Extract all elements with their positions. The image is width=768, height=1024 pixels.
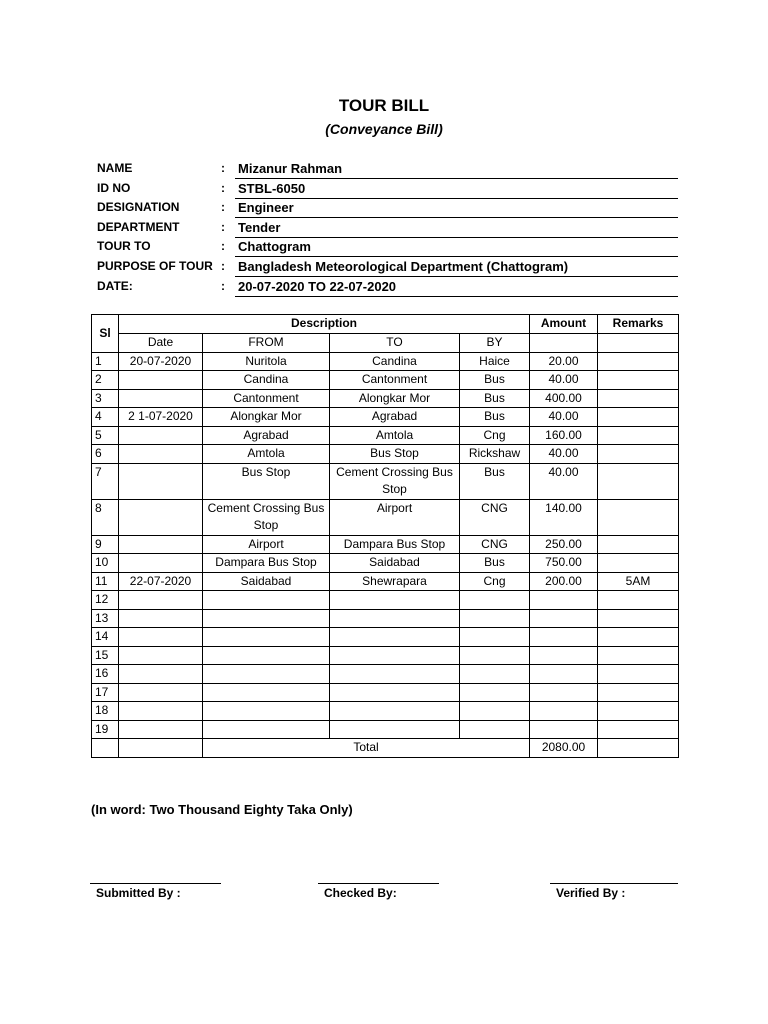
info-label: ID NO (97, 180, 131, 195)
remarks-cell (598, 352, 679, 371)
remarks-cell (598, 535, 679, 554)
amount-cell: 140.00 (530, 499, 598, 535)
amount-cell (530, 683, 598, 702)
to-cell (330, 702, 460, 721)
date-cell (119, 702, 203, 721)
signature-line (318, 883, 439, 884)
sl-cell: 19 (92, 720, 119, 739)
info-label: DESIGNATION (97, 200, 180, 215)
table-row (92, 535, 679, 554)
sl-cell: 1 (92, 352, 119, 371)
info-row (97, 199, 678, 219)
from-cell: Nuritola (203, 352, 330, 371)
header-sl: Sl (92, 315, 119, 353)
info-colon: : (221, 219, 225, 234)
sl-cell: 10 (92, 554, 119, 573)
header-date: Date (119, 334, 203, 353)
info-value: Mizanur Rahman (235, 160, 678, 179)
table-row (92, 646, 679, 665)
info-value: Engineer (235, 199, 678, 218)
from-cell (203, 609, 330, 628)
sl-cell: 13 (92, 609, 119, 628)
by-cell: Bus (460, 463, 530, 499)
header-amount: Amount (530, 315, 598, 334)
table-row (92, 499, 679, 535)
info-value: Bangladesh Meteorological Department (Chattogram) (235, 258, 678, 277)
info-value: Tender (235, 219, 678, 238)
info-colon: : (221, 258, 225, 273)
info-colon: : (221, 161, 225, 175)
header-by: BY (460, 334, 530, 353)
checked-by-label: Checked By: (324, 886, 397, 900)
remarks-cell (598, 609, 679, 628)
from-cell: Dampara Bus Stop (203, 554, 330, 573)
sl-cell: 17 (92, 683, 119, 702)
by-cell: Haice (460, 352, 530, 371)
remarks-cell (598, 628, 679, 647)
to-cell (330, 665, 460, 684)
to-cell (330, 720, 460, 739)
info-row (97, 219, 678, 239)
verified-by-signature (550, 883, 678, 900)
table-row (92, 702, 679, 721)
date-cell (119, 371, 203, 390)
date-cell (119, 665, 203, 684)
date-cell: 22-07-2020 (119, 572, 203, 591)
date-cell (119, 426, 203, 445)
amount-cell: 40.00 (530, 408, 598, 427)
amount-cell (530, 720, 598, 739)
date-cell (119, 554, 203, 573)
by-cell: Bus (460, 554, 530, 573)
amount-cell (530, 646, 598, 665)
total-label: Total (203, 739, 530, 758)
from-cell: Cantonment (203, 389, 330, 408)
remarks-cell (598, 371, 679, 390)
checked-by-signature (318, 883, 439, 900)
table-row (92, 720, 679, 739)
info-label: DATE: (97, 278, 133, 293)
info-row (97, 180, 678, 200)
from-cell (203, 628, 330, 647)
remarks-cell (598, 665, 679, 684)
from-cell (203, 702, 330, 721)
from-cell: Agrabad (203, 426, 330, 445)
by-cell (460, 628, 530, 647)
date-cell: 20-07-2020 (119, 352, 203, 371)
total-amount: 2080.00 (530, 739, 598, 758)
by-cell: CNG (460, 499, 530, 535)
amount-cell: 160.00 (530, 426, 598, 445)
header-from: FROM (203, 334, 330, 353)
page-title: TOUR BILL (338, 96, 430, 115)
table-row (92, 609, 679, 628)
remarks-cell (598, 702, 679, 721)
header-remarks-blank (598, 334, 679, 353)
sl-cell: 14 (92, 628, 119, 647)
date-cell (119, 646, 203, 665)
to-cell (330, 628, 460, 647)
remarks-cell (598, 463, 679, 499)
table-row (92, 426, 679, 445)
table-row (92, 572, 679, 591)
sl-cell: 16 (92, 665, 119, 684)
remarks-cell: 5AM (598, 572, 679, 591)
info-row (97, 258, 678, 278)
date-cell (119, 591, 203, 610)
remarks-cell (598, 499, 679, 535)
to-cell: Amtola (330, 426, 460, 445)
amount-cell: 40.00 (530, 371, 598, 390)
to-cell (330, 591, 460, 610)
date-cell (119, 628, 203, 647)
date-cell (119, 445, 203, 464)
sl-cell: 2 (92, 371, 119, 390)
amount-cell: 40.00 (530, 445, 598, 464)
info-row (97, 160, 678, 180)
remarks-cell (598, 646, 679, 665)
to-cell (330, 683, 460, 702)
amount-cell: 400.00 (530, 389, 598, 408)
info-label: NAME (97, 161, 133, 175)
table-row (92, 445, 679, 464)
by-cell: Bus (460, 389, 530, 408)
by-cell (460, 702, 530, 721)
table-row (92, 683, 679, 702)
to-cell: Cement Crossing Bus Stop (330, 463, 460, 499)
to-cell: Agrabad (330, 408, 460, 427)
header-description: Description (119, 315, 530, 334)
from-cell: Bus Stop (203, 463, 330, 499)
from-cell (203, 683, 330, 702)
table-body (92, 352, 679, 739)
info-colon: : (221, 180, 225, 195)
from-cell (203, 665, 330, 684)
date-cell (119, 720, 203, 739)
amount-cell (530, 665, 598, 684)
table-row (92, 665, 679, 684)
amount-cell (530, 702, 598, 721)
by-cell: Rickshaw (460, 445, 530, 464)
table-row (92, 389, 679, 408)
amount-cell: 20.00 (530, 352, 598, 371)
table-row (92, 554, 679, 573)
submitted-by-signature (90, 883, 221, 900)
signature-line (550, 883, 678, 884)
page-subtitle: (Conveyance Bill) (325, 121, 443, 137)
from-cell (203, 720, 330, 739)
date-cell (119, 499, 203, 535)
info-value: Chattogram (235, 238, 678, 257)
info-label: TOUR TO (97, 239, 151, 254)
remarks-cell (598, 720, 679, 739)
amount-cell: 40.00 (530, 463, 598, 499)
remarks-cell (598, 408, 679, 427)
sl-cell: 6 (92, 445, 119, 464)
by-cell: CNG (460, 535, 530, 554)
by-cell: Cng (460, 572, 530, 591)
remarks-cell (598, 591, 679, 610)
to-cell: Saidabad (330, 554, 460, 573)
header-remarks: Remarks (598, 315, 679, 334)
info-value: STBL-6050 (235, 180, 678, 199)
table-row (92, 628, 679, 647)
by-cell: Cng (460, 426, 530, 445)
info-row (97, 278, 678, 298)
from-cell (203, 591, 330, 610)
sl-cell: 3 (92, 389, 119, 408)
date-cell (119, 683, 203, 702)
date-cell (119, 389, 203, 408)
by-cell (460, 646, 530, 665)
by-cell (460, 683, 530, 702)
by-cell (460, 720, 530, 739)
from-cell (203, 646, 330, 665)
remarks-cell (598, 554, 679, 573)
remarks-cell (598, 445, 679, 464)
info-colon: : (221, 278, 225, 293)
to-cell: Dampara Bus Stop (330, 535, 460, 554)
to-cell: Cantonment (330, 371, 460, 390)
table-row (92, 408, 679, 427)
sl-cell: 15 (92, 646, 119, 665)
from-cell: Candina (203, 371, 330, 390)
sl-cell: 4 (92, 408, 119, 427)
info-label: DEPARTMENT (97, 219, 180, 234)
info-colon: : (221, 200, 225, 215)
by-cell (460, 591, 530, 610)
from-cell: Amtola (203, 445, 330, 464)
date-cell (119, 609, 203, 628)
by-cell: Bus (460, 371, 530, 390)
total-blank-sl (92, 739, 119, 758)
info-colon: : (221, 239, 225, 254)
to-cell (330, 609, 460, 628)
to-cell: Airport (330, 499, 460, 535)
info-label: PURPOSE OF TOUR (97, 258, 213, 273)
by-cell (460, 609, 530, 628)
amount-cell: 250.00 (530, 535, 598, 554)
remarks-cell (598, 683, 679, 702)
header-to: TO (330, 334, 460, 353)
amount-cell (530, 591, 598, 610)
date-cell (119, 463, 203, 499)
sl-cell: 18 (92, 702, 119, 721)
to-cell (330, 646, 460, 665)
submitted-by-label: Submitted By : (96, 886, 181, 900)
info-value: 20-07-2020 TO 22-07-2020 (235, 278, 678, 297)
conveyance-table (91, 314, 679, 758)
sl-cell: 11 (92, 572, 119, 591)
by-cell (460, 665, 530, 684)
amount-cell: 750.00 (530, 554, 598, 573)
by-cell: Bus (460, 408, 530, 427)
total-blank-remarks (598, 739, 679, 758)
to-cell: Candina (330, 352, 460, 371)
from-cell: Cement Crossing Bus Stop (203, 499, 330, 535)
table-row (92, 591, 679, 610)
to-cell: Shewrapara (330, 572, 460, 591)
employee-info (97, 160, 678, 297)
sl-cell: 5 (92, 426, 119, 445)
table-row (92, 352, 679, 371)
header-amount-blank (530, 334, 598, 353)
from-cell: Airport (203, 535, 330, 554)
table-row (92, 371, 679, 390)
signature-line (90, 883, 221, 884)
total-blank-date (119, 739, 203, 758)
sl-cell: 8 (92, 499, 119, 535)
date-cell: 2 1-07-2020 (119, 408, 203, 427)
sl-cell: 9 (92, 535, 119, 554)
table-row (92, 463, 679, 499)
amount-in-words: (In word: Two Thousand Eighty Taka Only) (91, 802, 353, 817)
from-cell: Saidabad (203, 572, 330, 591)
amount-cell (530, 609, 598, 628)
remarks-cell (598, 389, 679, 408)
to-cell: Bus Stop (330, 445, 460, 464)
verified-by-label: Verified By : (556, 886, 626, 900)
sl-cell: 7 (92, 463, 119, 499)
amount-cell (530, 628, 598, 647)
remarks-cell (598, 426, 679, 445)
to-cell: Alongkar Mor (330, 389, 460, 408)
from-cell: Alongkar Mor (203, 408, 330, 427)
amount-cell: 200.00 (530, 572, 598, 591)
date-cell (119, 535, 203, 554)
sl-cell: 12 (92, 591, 119, 610)
info-row (97, 238, 678, 258)
